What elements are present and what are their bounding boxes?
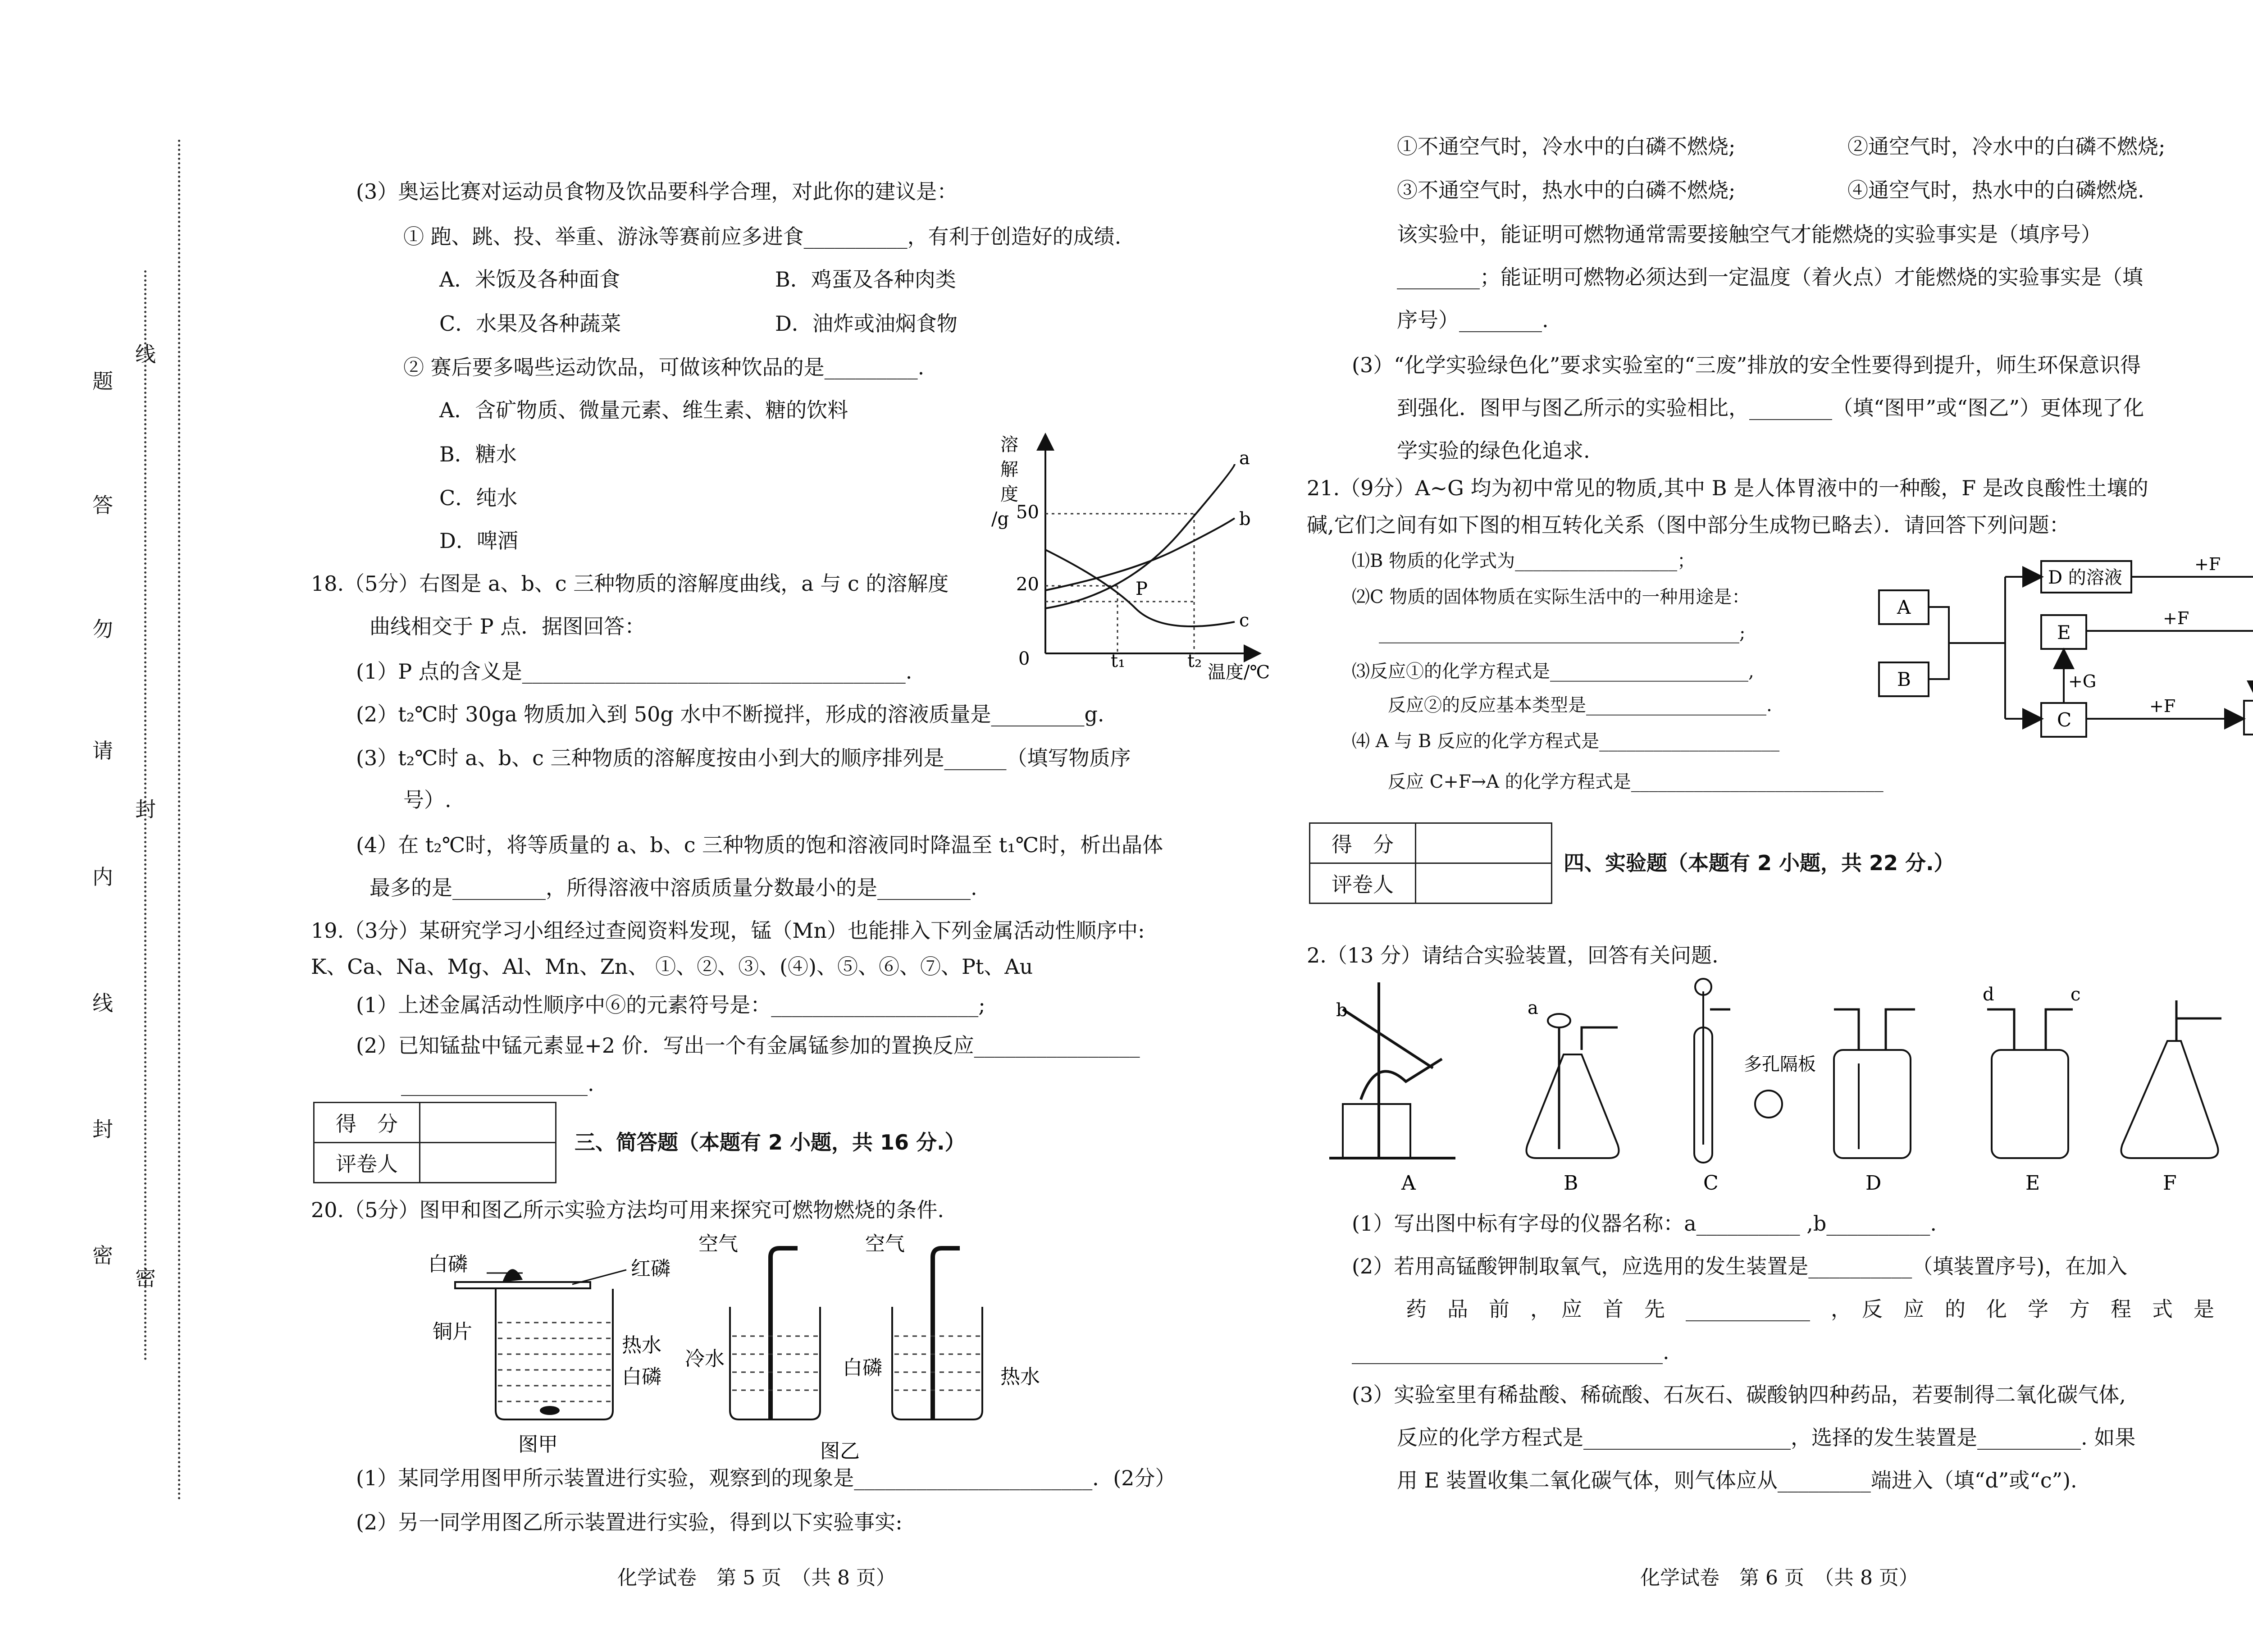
caption-yi: 图乙 <box>820 1440 860 1463</box>
q20-2: (2）另一同学用图乙所示装置进行实验，得到以下实验事实: <box>356 1510 903 1534</box>
q20-2a: 该实验中，能证明可燃物通常需要接触空气才能燃烧的实验事实是（填序号） <box>1397 222 2102 246</box>
q21-2: ⑵C 物质的固体物质在实际生活中的一种用途是： <box>1352 587 1750 607</box>
q17-opt-b: B．鸡蛋及各种肉类 <box>775 267 956 292</box>
tube-yi-2 <box>933 1248 960 1419</box>
q21-1: ⑴B 物质的化学式为__________________； <box>1352 551 1696 571</box>
q18-stem: 18.（5分）右图是 a、b、c 三种物质的溶解度曲线，a 与 c 的溶解度 <box>311 571 949 596</box>
app-label-b: B <box>1564 1172 1578 1195</box>
margin-char-8: 密 <box>92 1243 113 1268</box>
caption-jia: 图甲 <box>518 1433 558 1456</box>
fact-1: ①不通空气时，冷水中的白磷不燃烧; <box>1397 134 1736 159</box>
q20-3: (3）“化学实验绿色化”要求实验室的“三废”排放的安全性要得到提升，师生环保意识得 <box>1352 353 2141 377</box>
margin-char-5: 内 <box>92 865 113 889</box>
box-a2 <box>2244 701 2253 735</box>
q21-2b: ________________________________________; <box>1379 623 1746 643</box>
transformation-diagram <box>1870 541 2253 753</box>
grader-cell-right[interactable] <box>1416 863 1552 904</box>
q17-drink-d: D．啤酒 <box>439 529 518 553</box>
q17-part3-2: ② 赛后要多喝些运动饮品，可做该种饮品的是_________. <box>403 355 925 379</box>
label-honglin: 红磷 <box>631 1257 670 1280</box>
ylabel-1: 溶 <box>1000 434 1018 455</box>
label-porous-plate: 多孔隔板 <box>1744 1054 1816 1075</box>
x-tick-t2: t₂ <box>1187 651 1202 671</box>
app-label-e: E <box>2025 1172 2040 1195</box>
label-bailin-top: 白磷 <box>428 1253 468 1276</box>
q18-3: (3）t₂℃时 a、b、c 三种物质的溶解度按由小到大的顺序排列是______（填写物质序 <box>356 746 1131 770</box>
q2-3b: 反应的化学方程式是____________________，选择的发生装置是__________. 如果 <box>1397 1425 2136 1450</box>
q19-stem: 19.（3分）某研究学习小组经过查阅资料发现，锰（Mn）也能排入下列金属活动性顺序中: <box>311 918 1145 943</box>
white-phosphorus-underwater <box>540 1406 560 1415</box>
footer-page-6: 化学试卷 第 6 页 （共 8 页） <box>1640 1566 1919 1589</box>
svg-text:B: B <box>1897 668 1911 690</box>
q2-2: (2）若用高锰酸钾制取氧气，应选用的发生装置是__________（填装置序号)，在加入 <box>1352 1254 2128 1278</box>
q21-4: ⑷ A 与 B 反应的化学方程式是____________________ <box>1352 731 1780 752</box>
q17-drink-b: B．糖水 <box>439 442 517 466</box>
label-air-1: 空气 <box>698 1232 738 1255</box>
q20-1: (1）某同学用图甲所示装置进行实验，观察到的现象是_______________________．(2分） <box>356 1466 1176 1490</box>
mark-d: d <box>1983 984 1994 1005</box>
margin-seal-label: 封 <box>135 797 156 821</box>
margin-line-label: 线 <box>135 342 156 366</box>
q20-2b: ________；能证明可燃物必须达到一定温度（着火点）才能燃烧的实验事实是（填 <box>1397 265 2143 289</box>
q19-2b: __________________. <box>401 1072 594 1096</box>
q2-3: (3）实验室里有稀盐酸、稀硫酸、石灰石、碳酸钠四种药品，若要制得二氧化碳气体, <box>1352 1383 2126 1407</box>
svg-text:A: A <box>1897 596 1911 618</box>
apparatus-figure <box>1329 973 2253 1244</box>
section-3-heading: 三、简答题（本题有 2 小题，共 16 分.） <box>575 1130 966 1155</box>
fact-3: ③不通空气时，热水中的白磷不燃烧; <box>1397 178 1736 202</box>
point-p-label: P <box>1136 579 1148 599</box>
combustion-figure <box>415 1230 1090 1465</box>
label-g: +G <box>2068 671 2097 691</box>
ylabel-3: 度 <box>1000 484 1018 505</box>
svg-text:C: C <box>2057 709 2072 731</box>
label-hot-water: 热水 <box>1000 1365 1040 1388</box>
label-f1: +F <box>2194 554 2221 574</box>
section-4-heading: 四、实验题（本题有 2 小题，共 22 分.） <box>1564 851 1955 875</box>
mark-a: a <box>1528 998 1538 1018</box>
q17-opt-c: C．水果及各种蔬菜 <box>439 311 621 336</box>
q17-part3-1: ① 跑、跳、投、举重、游泳等赛前应多进食__________，有利于创造好的成绩. <box>403 224 1122 249</box>
margin-char-6: 线 <box>92 991 113 1015</box>
app-label-c: C <box>1703 1172 1719 1195</box>
series-a-label: a <box>1239 448 1250 469</box>
q17-opt-d: D．油炸或油焖食物 <box>775 311 958 336</box>
grader-label: 评卷人 <box>314 1143 420 1183</box>
margin-char-7: 封 <box>92 1117 113 1141</box>
footer-page-5: 化学试卷 第 5 页 （共 8 页） <box>617 1566 896 1589</box>
fact-4: ④通空气时，热水中的白磷燃烧. <box>1847 178 2144 202</box>
q20-3b: 到强化．图甲与图乙所示的实验相比，________（填“图甲”或“图乙”）更体现了化 <box>1397 396 2144 420</box>
svg-text:D 的溶液: D 的溶液 <box>2048 567 2122 588</box>
svg-text:E: E <box>2057 621 2071 643</box>
q18-stem-b: 曲线相交于 P 点．据图回答： <box>369 614 646 639</box>
q18-2: (2）t₂℃时 30ga 物质加入到 50g 水中不断搅拌，形成的溶液质量是_________g. <box>356 702 1104 726</box>
series-b-label: b <box>1239 509 1251 529</box>
label-air-2: 空气 <box>865 1232 905 1255</box>
margin-char-1: 题 <box>92 369 113 393</box>
white-phosphorus-flame <box>502 1269 523 1282</box>
app-label-a: A <box>1401 1172 1416 1195</box>
q21-3b: 反应②的反应基本类型是____________________. <box>1388 695 1772 716</box>
ylabel-unit: /g <box>991 509 1009 529</box>
margin-char-2: 答 <box>92 493 113 517</box>
margin-char-4: 请 <box>92 739 113 763</box>
label-bailin-yi: 白磷 <box>843 1356 882 1379</box>
grader-label-right: 评卷人 <box>1310 863 1416 904</box>
q17-part3: (3）奥运比赛对运动员食物及饮品要科学合理，对此你的建议是： <box>356 179 958 204</box>
q21-4b: 反应 C+F→A 的化学方程式是____________________________ <box>1388 771 1884 792</box>
label-tongpian: 铜片 <box>433 1320 472 1343</box>
mark-c: c <box>2071 984 2081 1005</box>
label-cold-water: 冷水 <box>685 1347 725 1370</box>
q17-drink-c: C．纯水 <box>439 486 518 510</box>
q19-sequence: K、Ca、Na、Mg、Al、Mn、Zn、 ①、②、③、(④)、⑤、⑥、⑦、Pt、Au <box>311 954 1033 979</box>
q21-stem: 21.（9分）A~G 均为初中常见的物质,其中 B 是人体胃液中的一种酸，F 是改良酸性土壤的 <box>1307 476 2148 500</box>
q18-4b: 最多的是_________，所得溶液中溶质质量分数最小的是_________. <box>369 876 977 900</box>
q18-3b: 号）. <box>403 788 452 812</box>
q20-3c: 学实验的绿色化追求. <box>1397 438 1590 463</box>
q2-2c: ______________________________. <box>1352 1340 1669 1364</box>
mark-b: b <box>1336 1000 1348 1021</box>
margin-char-3: 勿 <box>92 617 113 641</box>
q2-stem: 2.（13 分）请结合实验装置，回答有关问题. <box>1307 943 1719 967</box>
fact-2: ②通空气时，冷水中的白磷不燃烧; <box>1847 134 2166 159</box>
score-box-right <box>1309 822 1552 904</box>
ylabel-2: 解 <box>1000 459 1018 480</box>
y-tick-20: 20 <box>1016 574 1039 595</box>
label-f2: +F <box>2163 608 2189 628</box>
xlabel: 温度/℃ <box>1208 662 1270 683</box>
score-box-left <box>313 1102 556 1183</box>
tube-yi-1 <box>771 1248 798 1419</box>
q2-2b: 药 品 前 ， 应 首 先 ____________ ， 反 应 的 化 学 方 程 式 是 <box>1406 1297 2214 1321</box>
q20-2c: 序号）________. <box>1397 308 1549 332</box>
score-label-right: 得 分 <box>1310 823 1416 863</box>
q19-1: (1）上述金属活动性顺序中⑥的元素符号是：____________________; <box>356 993 985 1017</box>
score-label: 得 分 <box>314 1103 420 1143</box>
q2-1: (1）写出图中标有字母的仪器名称：a__________ ,b__________. <box>1352 1211 1937 1236</box>
q19-2: (2）已知锰盐中锰元素显+2 价．写出一个有金属锰参加的置换反应________________ <box>356 1033 1140 1058</box>
app-label-f: F <box>2163 1172 2177 1195</box>
q17-opt-a: A．米饭及各种面食 <box>439 267 620 292</box>
q17-drink-a: A．含矿物质、微量元素、维生素、糖的饮料 <box>439 398 848 422</box>
q18-4: (4）在 t₂℃时，将等质量的 a、b、c 三种物质的饱和溶液同时降温至 t₁℃时，析出晶体 <box>356 833 1163 857</box>
q2-3c: 用 E 装置收集二氧化碳气体，则气体应从_________端进入（填“d”或“c”). <box>1397 1468 2077 1492</box>
label-bailin-bottom: 白磷 <box>622 1365 661 1388</box>
margin-dash-line <box>178 140 180 1501</box>
y-tick-50: 50 <box>1016 502 1039 523</box>
y-tick-0: 0 <box>1018 648 1030 669</box>
q21-stem-b: 碱,它们之间有如下图的相互转化关系（图中部分生成物已略去）．请回答下列问题： <box>1307 513 2070 537</box>
series-c-label: c <box>1239 610 1250 631</box>
margin-close-label: 密 <box>135 1266 156 1290</box>
beaker-yi-1 <box>730 1307 820 1419</box>
label-reshui: 热水 <box>622 1334 661 1357</box>
beaker-yi-2 <box>892 1307 982 1419</box>
q18-1: (1）P 点的含义是_____________________________________. <box>356 659 912 684</box>
q20-stem: 20.（5分）图甲和图乙所示实验方法均可用来探究可燃物燃烧的条件. <box>311 1198 944 1222</box>
q21-3: ⑶反应①的化学方程式是______________________, <box>1352 661 1754 682</box>
score-cell[interactable] <box>420 1103 556 1143</box>
label-f3: +F <box>2149 696 2176 716</box>
solubility-chart <box>982 428 1275 685</box>
x-tick-t1: t₁ <box>1111 651 1126 671</box>
score-cell-right[interactable] <box>1416 823 1552 863</box>
app-label-d: D <box>1865 1172 1882 1195</box>
grader-cell[interactable] <box>420 1143 556 1183</box>
copper-sheet <box>455 1282 590 1288</box>
